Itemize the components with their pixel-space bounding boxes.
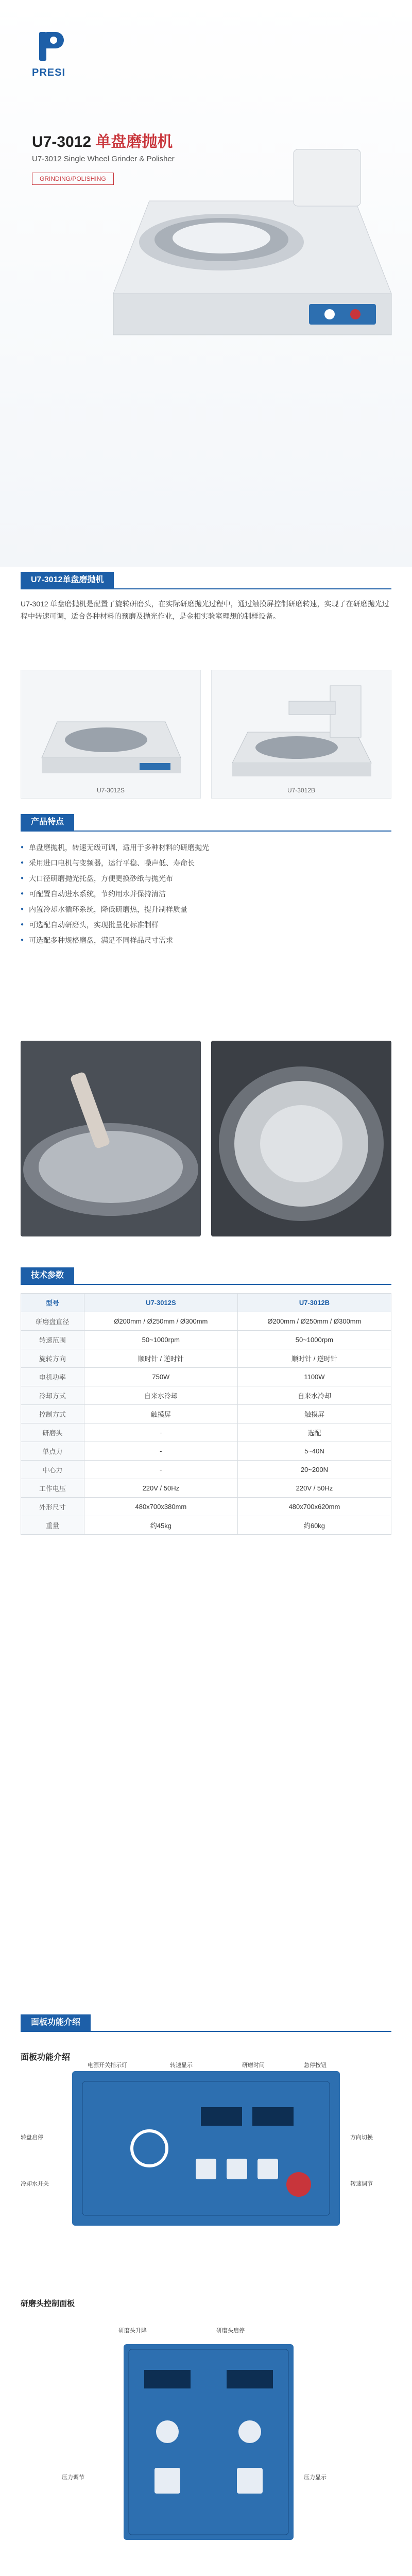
features-header <box>21 814 391 832</box>
hero-subtitle: U7-3012 Single Wheel Grinder & Polisher <box>32 155 175 163</box>
specs-cell: 研磨头 <box>21 1423 84 1442</box>
feature-item: ● 可选配自动研磨头，实现批量化标准制样 <box>21 917 391 933</box>
specs-cell: 触摸屏 <box>237 1405 391 1423</box>
intro-text: U7-3012 单盘磨抛机是配置了旋转研磨头，在实际研磨抛光过程中，通过触摸屏控制研磨转速，实现了在研磨抛光过程中转速可调，适合各种材料的预磨及抛光作业，是金相实验室理想的制样设备。 <box>21 600 389 620</box>
specs-col-header: U7-3012B <box>237 1294 391 1312</box>
specs-row <box>21 1368 391 1386</box>
intro-header <box>21 572 391 589</box>
specs-cell: 选配 <box>237 1423 391 1442</box>
specs-cell: 电机功率 <box>21 1368 84 1386</box>
specs-table <box>21 1293 391 1535</box>
callout-start: 转盘启停 <box>21 2134 43 2141</box>
callout-direction: 方向切换 <box>350 2134 373 2141</box>
specs-cell: 50~1000rpm <box>84 1331 237 1349</box>
intro-pictures <box>21 670 391 799</box>
machine-s-image <box>21 670 201 784</box>
panel-header <box>21 2014 391 2032</box>
intro-section <box>0 567 412 1030</box>
machine-b-image <box>212 670 392 784</box>
specs-cell: Ø200mm / Ø250mm / Ø300mm <box>237 1312 391 1331</box>
specs-cell: 顺时针 / 逆时针 <box>237 1349 391 1368</box>
specs-row <box>21 1516 391 1535</box>
specs-col-header: U7-3012S <box>84 1294 237 1312</box>
photos-section <box>0 1030 412 1247</box>
specs-cell: 顺时针 / 逆时针 <box>84 1349 237 1368</box>
hero-model: U7-3012 <box>32 133 92 150</box>
specs-cell: 中心力 <box>21 1461 84 1479</box>
panel-section <box>0 2009 412 2576</box>
head-panel-diagram <box>124 2344 294 2540</box>
specs-cell: Ø200mm / Ø250mm / Ø300mm <box>84 1312 237 1331</box>
specs-cell: 自来水冷却 <box>237 1386 391 1405</box>
callout-time: 研磨时间 <box>242 2062 265 2069</box>
specs-row <box>21 1442 391 1461</box>
specs-cell: 约45kg <box>84 1516 237 1535</box>
feature-item: ● 内置冷却水循环系统，降低研磨热，提升制样质量 <box>21 902 391 917</box>
brand-name: PRESI <box>32 67 66 78</box>
specs-row <box>21 1331 391 1349</box>
specs-header <box>21 1267 391 1285</box>
specs-cell: 单点力 <box>21 1442 84 1461</box>
specs-row <box>21 1405 391 1423</box>
specs-cell: 220V / 50Hz <box>84 1479 237 1498</box>
hero-section <box>0 0 412 567</box>
specs-row <box>21 1349 391 1368</box>
feature-item: ● 单盘磨抛机，转速无级可调，适用于多种材料的研磨抛光 <box>21 840 391 855</box>
specs-cell: 1100W <box>237 1368 391 1386</box>
specs-section <box>0 1262 412 1984</box>
specs-cell: 冷却方式 <box>21 1386 84 1405</box>
specs-cell: 480x700x620mm <box>237 1498 391 1516</box>
specs-cell: 480x700x380mm <box>84 1498 237 1516</box>
callout-water: 冷却水开关 <box>21 2181 49 2187</box>
specs-row <box>21 1312 391 1331</box>
features-heading: 产品特点 <box>21 814 74 831</box>
hero-tag: GRINDING/POLISHING <box>32 173 114 185</box>
specs-cell: 旋转方向 <box>21 1349 84 1368</box>
presi-logo <box>36 30 64 66</box>
specs-cell: 控制方式 <box>21 1405 84 1423</box>
specs-cell: 220V / 50Hz <box>237 1479 391 1498</box>
specs-cell: - <box>84 1461 237 1479</box>
panel-title: 面板功能介绍 <box>21 2053 71 2062</box>
machine-illustration <box>88 77 407 366</box>
feature-item: ● 采用进口电机与变频器，运行平稳、噪声低、寿命长 <box>21 855 391 871</box>
intro-pic-left <box>21 670 201 799</box>
intro-pic-right <box>211 670 391 799</box>
specs-cell: 触摸屏 <box>84 1405 237 1423</box>
panel-heading: 面板功能介绍 <box>21 2014 91 2031</box>
intro-heading: U7-3012单盘磨抛机 <box>21 572 114 588</box>
callout-speed-display: 转速显示 <box>170 2062 193 2069</box>
polishing-photo-right <box>211 1041 391 1236</box>
hero-title-cn: 单盘磨抛机 <box>95 133 173 150</box>
specs-cell: 自来水冷却 <box>84 1386 237 1405</box>
specs-cell: 约60kg <box>237 1516 391 1535</box>
specs-row <box>21 1479 391 1498</box>
specs-cell: 转速范围 <box>21 1331 84 1349</box>
specs-cell: 5~40N <box>237 1442 391 1461</box>
specs-cell: 20~200N <box>237 1461 391 1479</box>
specs-cell: 750W <box>84 1368 237 1386</box>
specs-cell: - <box>84 1423 237 1442</box>
callout-power: 电源开关指示灯 <box>88 2062 127 2069</box>
specs-cell: 50~1000rpm <box>237 1331 391 1349</box>
callout-pressure-adjust: 压力调节 <box>62 2475 84 2481</box>
specs-cell: 工作电压 <box>21 1479 84 1498</box>
feature-item: ● 可选配多种规格磨盘，满足不同样品尺寸需求 <box>21 933 391 948</box>
intro-pic-left-caption: U7-3012S <box>96 787 125 794</box>
control-panel-diagram <box>72 2071 340 2226</box>
specs-col-header: 型号 <box>21 1294 84 1312</box>
callout-pressure-display: 压力显示 <box>304 2475 327 2481</box>
specs-header-row <box>21 1294 391 1312</box>
features-list <box>21 840 391 948</box>
polishing-photo-left <box>21 1041 201 1236</box>
intro-pic-right-caption: U7-3012B <box>287 787 316 794</box>
callout-speed: 转速调节 <box>350 2181 373 2187</box>
callout-estop: 急停按钮 <box>304 2062 327 2069</box>
panel-sub-title: 研磨头控制面板 <box>21 2299 75 2308</box>
specs-row <box>21 1461 391 1479</box>
specs-row <box>21 1423 391 1442</box>
feature-item: ● 大口径研磨抛光托盘，方便更换砂纸与抛光布 <box>21 871 391 886</box>
callout-head-lift: 研磨头升降 <box>118 2328 147 2334</box>
specs-cell: - <box>84 1442 237 1461</box>
specs-heading: 技术参数 <box>21 1267 74 1284</box>
callout-head-start: 研磨头启停 <box>216 2328 245 2334</box>
specs-cell: 外形尺寸 <box>21 1498 84 1516</box>
specs-row <box>21 1498 391 1516</box>
specs-cell: 研磨盘直径 <box>21 1312 84 1331</box>
specs-cell: 重量 <box>21 1516 84 1535</box>
specs-row <box>21 1386 391 1405</box>
feature-item: ● 可配置自动进水系统，节约用水并保持清洁 <box>21 886 391 902</box>
